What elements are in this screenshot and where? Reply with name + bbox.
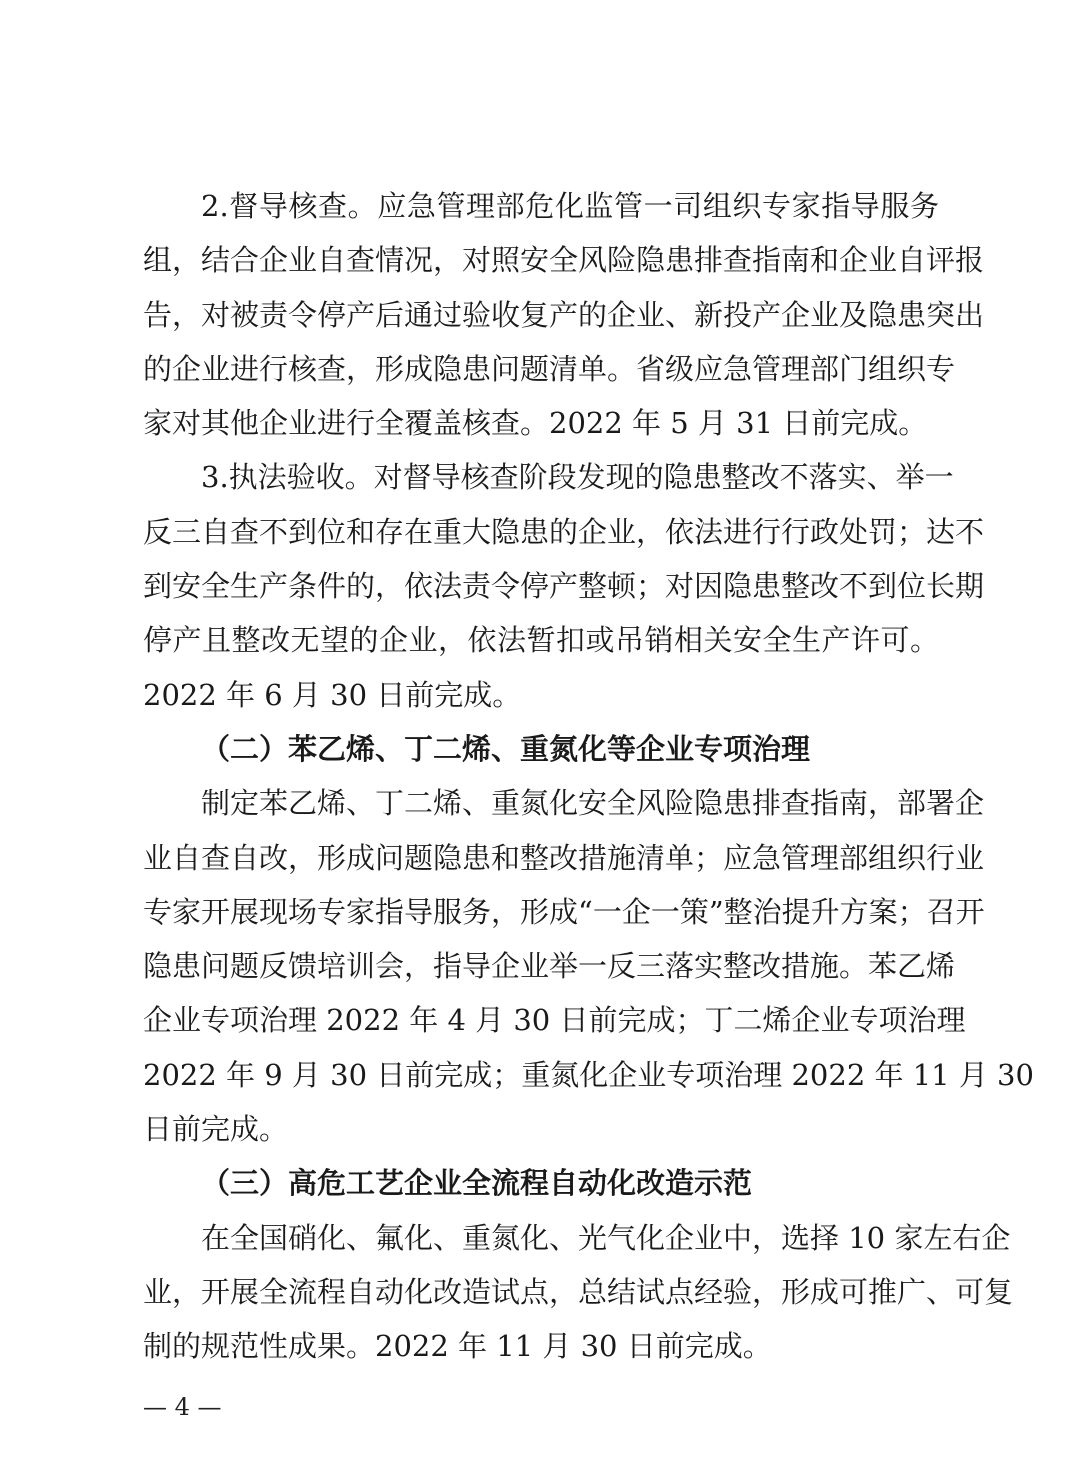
text-line: 告，对被责令停产后通过验收复产的企业、新投产企业及隐患突出 xyxy=(143,297,985,332)
paragraph xyxy=(143,1211,1014,1374)
paragraph xyxy=(143,450,985,721)
text-line: 隐患问题反馈培训会，指导企业举一反三落实整改措施。苯乙烯 xyxy=(143,949,956,984)
text-line: 的企业进行核查，形成隐患问题清单。省级应急管理部门组织专 xyxy=(143,351,956,386)
text-line: 组，结合企业自查情况，对照安全风险隐患排查指南和企业自评报 xyxy=(143,243,985,278)
text-line: 专家开展现场专家指导服务，形成“一企一策”整治提升方案；召开 xyxy=(143,894,985,929)
text-line: 在全国硝化、氟化、重氮化、光气化企业中，选择 10 家左右企 xyxy=(201,1220,1011,1255)
paragraph xyxy=(143,179,985,450)
text-line: 2022 年 9 月 30 日前完成；重氮化企业专项治理 2022 年 11 月 30 xyxy=(143,1057,1034,1092)
text-line: 制定苯乙烯、丁二烯、重氮化安全风险隐患排查指南，部署企 xyxy=(201,786,985,821)
paragraph xyxy=(143,776,1034,1156)
document-body xyxy=(143,179,1034,1374)
text-line: 业，开展全流程自动化改造试点，总结试点经验，形成可推广、可复 xyxy=(143,1274,1014,1309)
text-line: 制的规范性成果。2022 年 11 月 30 日前完成。 xyxy=(143,1329,772,1364)
text-line: 家对其他企业进行全覆盖核查。2022 年 5 月 31 日前完成。 xyxy=(143,406,928,441)
page-number: — 4 — xyxy=(143,1393,222,1421)
text-line: 业自查自改，形成问题隐患和整改措施清单；应急管理部组织行业 xyxy=(143,840,985,875)
text-line: 2.督导核查。应急管理部危化监管一司组织专家指导服务 xyxy=(201,189,939,223)
text-line: 到安全生产条件的，依法责令停产整顿；对因隐患整改不到位长期 xyxy=(143,569,985,604)
text-line: （二）苯乙烯、丁二烯、重氮化等企业专项治理 xyxy=(201,731,811,766)
text-line: 停产且整改无望的企业，依法暂扣或吊销相关安全生产许可。 xyxy=(143,623,939,658)
text-line: （三）高危工艺企业全流程自动化改造示范 xyxy=(201,1166,753,1201)
text-line: 反三自查不到位和存在重大隐患的企业，依法进行行政处罚；达不 xyxy=(143,514,985,549)
text-line: 2022 年 6 月 30 日前完成。 xyxy=(143,677,522,712)
section-heading xyxy=(143,1156,939,1210)
text-line: 企业专项治理 2022 年 4 月 30 日前完成；丁二烯企业专项治理 xyxy=(143,1003,966,1038)
text-line: 日前完成。 xyxy=(143,1112,289,1147)
text-line: 3.执法验收。对督导核查阶段发现的隐患整改不落实、举一 xyxy=(201,460,954,495)
section-heading xyxy=(143,722,939,776)
